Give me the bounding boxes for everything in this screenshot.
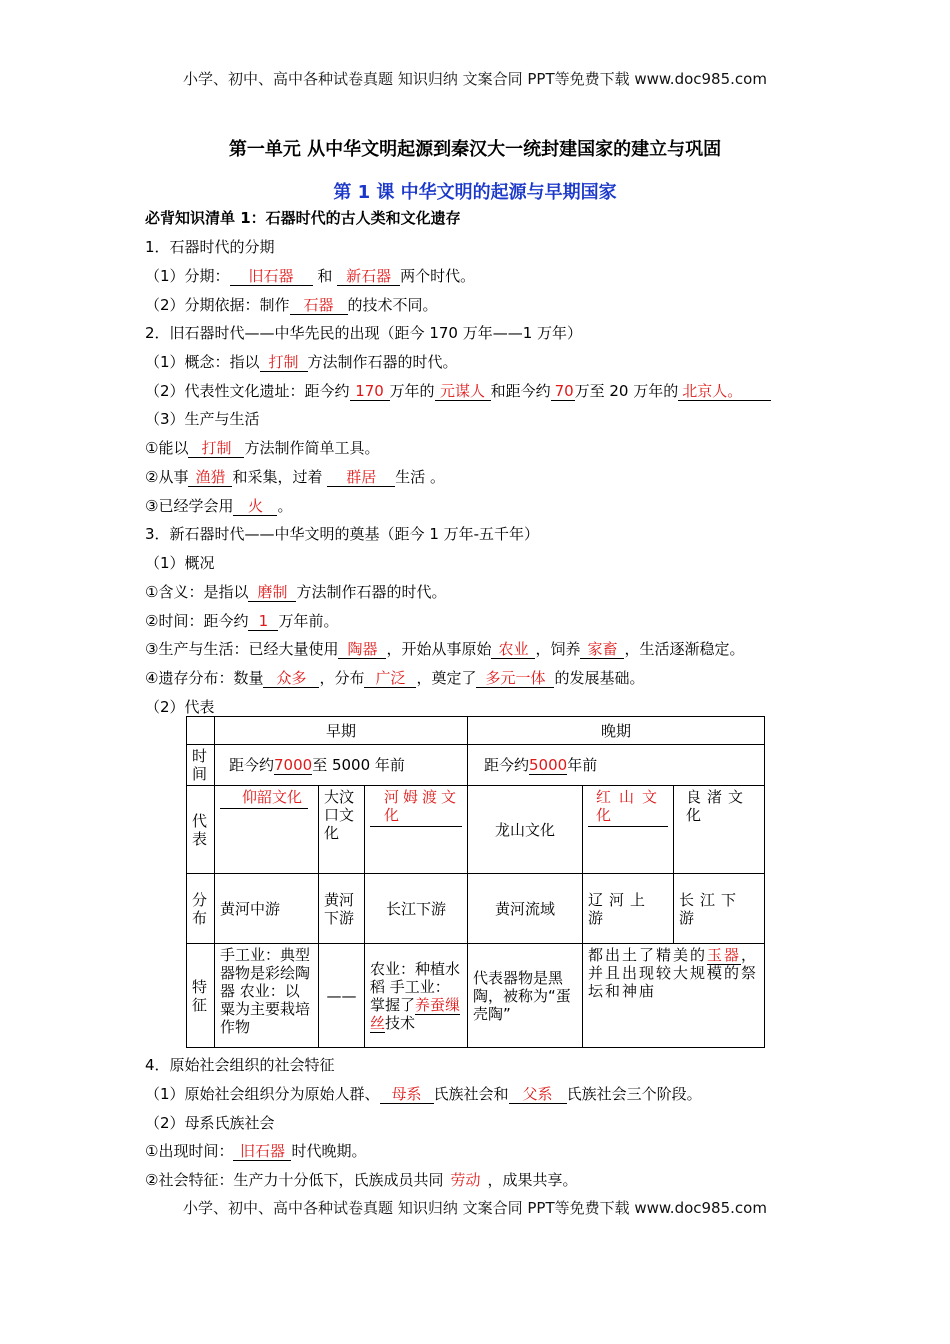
dist-1: 黄河中游: [215, 874, 319, 944]
blank: 5000: [529, 756, 568, 774]
s3-c4: ④遗存分布：数量 众多 ，分布 广泛 ，奠定了 多元一体 的发展基础。: [145, 669, 645, 687]
blank: 旧石器: [230, 268, 313, 286]
dist-3: 长江下游: [365, 874, 468, 944]
s2-p3: （3）生产与生活: [145, 410, 260, 428]
feat-4: 代表器物是黑陶，被称为“蛋壳陶”: [468, 944, 583, 1048]
blank: 家畜: [580, 641, 624, 659]
neolithic-table: [186, 716, 765, 1048]
page-header: 小学、初中、高中各种试卷真题 知识归纳 文案合同 PPT等免费下载 www.doc985.com: [183, 70, 767, 88]
s2-c1: ①能以 打制 方法制作简单工具。: [145, 439, 380, 457]
blank: 磨制: [248, 584, 296, 602]
s1-p1: （1）分期： 旧石器 和 新石器 两个时代。: [145, 267, 476, 285]
rep-hemudu: 河姆渡文化: [365, 786, 468, 874]
blank: 陶器: [338, 641, 386, 659]
rep-liangzhu: 良渚文化: [674, 786, 765, 874]
blank: 劳动: [450, 1171, 481, 1189]
blank: 7000: [274, 756, 313, 774]
rep-yangshao: 仰韶文化: [215, 786, 319, 874]
dist-2: 黄河下游: [319, 874, 365, 944]
header-early: 早期: [215, 717, 468, 745]
lesson-title: 第 1 课 中华文明的起源与早期国家: [333, 182, 617, 203]
rep-hongshan: 红山文化: [583, 786, 674, 874]
s4-p2: （2）母系氏族社会: [145, 1114, 275, 1132]
early-time: 距今约7000至 5000 年前: [215, 745, 468, 786]
feat-3: 农业：种植水稻 手工业：掌握了养蚕缫丝技术: [365, 944, 468, 1048]
s3-c2: ②时间：距今约 1 万年前。: [145, 612, 339, 630]
s2-p1: （1）概念：指以 打制 方法制作石器的时代。: [145, 353, 458, 371]
blank: 打制: [188, 440, 244, 458]
list-title: 必背知识清单 1：石器时代的古人类和文化遗存: [145, 209, 461, 227]
unit-title: 第一单元 从中华文明起源到秦汉大一统封建国家的建立与巩固: [228, 139, 722, 160]
s2-c3: ③已经学会用 火 。: [145, 497, 293, 515]
s2-p2: （2）代表性文化遗址：距今约 170 万年的 元谋人 和距今约 70万至 20 万年的 北京人。: [145, 381, 771, 401]
blank: 母系: [380, 1086, 434, 1104]
dist-4: 黄河流域: [468, 874, 583, 944]
feat-5: 都出土了精美的玉器，并且出现较大规模的祭坛和神庙: [583, 944, 765, 1048]
blank: 渔猎: [188, 469, 232, 487]
s3-c3: ③生产与生活：已经大量使用 陶器 ，开始从事原始 农业 ，饲养 家畜 ，生活逐渐稳定。: [145, 640, 745, 658]
feat-1: 手工业：典型器物是彩绘陶器 农业：以粟为主要栽培作物: [215, 944, 319, 1048]
row-label-feat: 特征: [187, 944, 215, 1048]
blank: 多元一体: [476, 670, 554, 688]
s2-c2: ②从事 渔猎 和采集，过着 群居 生活 。: [145, 468, 446, 486]
blank: 养蚕缫丝: [370, 995, 461, 1032]
s1-p2: （2）分期依据：制作 石器 的技术不同。: [145, 296, 438, 314]
blank: 旧石器: [233, 1143, 291, 1161]
s1-heading: 1．石器时代的分期: [145, 238, 275, 256]
blank: 打制: [260, 354, 308, 372]
blank: 新石器: [337, 268, 400, 286]
row-label-rep: 代表: [187, 786, 215, 874]
s2-heading: 2．旧石器时代——中华先民的出现（距今 170 万年——1 万年）: [145, 324, 583, 342]
s4-heading: 4．原始社会组织的社会特征: [145, 1056, 335, 1074]
blank: 众多: [263, 670, 319, 688]
s4-p1: （1）原始社会组织分为原始人群、 母系 氏族社会和 父系 氏族社会三个阶段。: [145, 1085, 702, 1103]
blank: 元谋人: [435, 383, 491, 401]
blank: 农业: [491, 641, 535, 659]
blank: 广泛: [364, 670, 416, 688]
rep-longshan: 龙山文化: [468, 786, 583, 874]
feat-2: ——: [319, 944, 365, 1048]
row-label-time: 时间: [187, 745, 215, 786]
blank: 石器: [290, 297, 348, 315]
rep-dawenkou: 大汶口文化: [319, 786, 365, 874]
s3-c1: ①含义：是指以 磨制 方法制作石器的时代。: [145, 583, 447, 601]
s4-c1: ①出现时间： 旧石器 时代晚期。: [145, 1142, 367, 1160]
blank: 群居: [327, 469, 395, 487]
table-corner: [187, 717, 215, 745]
blank: 火: [233, 498, 277, 516]
blank: 1: [248, 613, 278, 631]
s3-p2: （2）代表: [145, 698, 215, 716]
row-label-dist: 分布: [187, 874, 215, 944]
blank: 70: [551, 383, 575, 401]
dist-6: 长江下游: [674, 874, 765, 944]
blank: 父系: [509, 1086, 567, 1104]
blank: 玉器: [707, 946, 742, 964]
blank: 170: [350, 383, 390, 401]
s3-heading: 3．新石器时代——中华文明的奠基（距今 1 万年-五千年）: [145, 525, 540, 543]
late-time: 距今约5000年前: [468, 745, 765, 786]
blank: 北京人。: [678, 383, 771, 401]
header-late: 晚期: [468, 717, 765, 745]
s3-p1: （1）概况: [145, 554, 215, 572]
dist-5: 辽河上游: [583, 874, 674, 944]
page-footer: 小学、初中、高中各种试卷真题 知识归纳 文案合同 PPT等免费下载 www.doc985.com: [183, 1199, 767, 1217]
s4-c2: ②社会特征：生产力十分低下，氏族成员共同 劳动 ，成果共享。: [145, 1171, 578, 1189]
